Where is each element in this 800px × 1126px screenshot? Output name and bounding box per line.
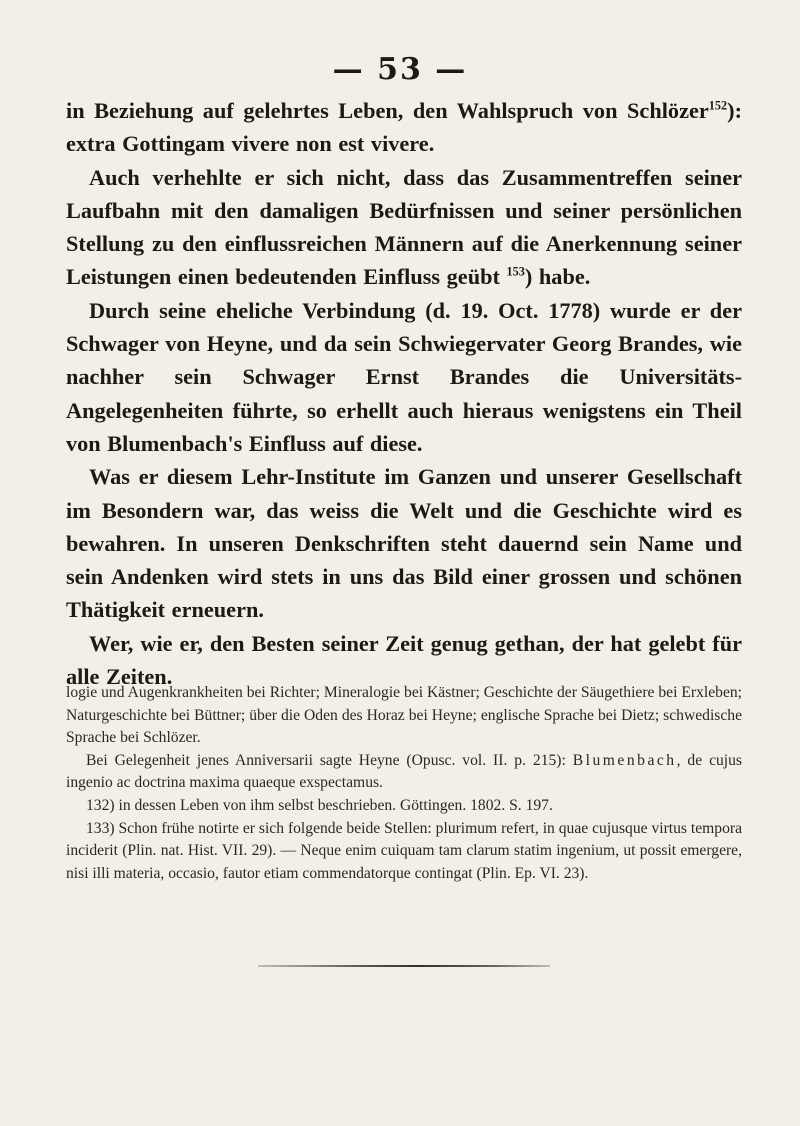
main-text <box>66 94 742 693</box>
footnote-anniversarii <box>66 750 742 795</box>
footnote-ref-152: 152 <box>708 98 728 113</box>
bottom-printer-rule <box>258 965 550 967</box>
paragraph-5: Wer, wie er, den Besten seiner Zeit genug gethan, der hat gelebt für alle Zeiten. <box>66 630 742 690</box>
footnote-anniversarii-text-end: , de cujus ingenio ac doctrina maxima quaeque exspectamus. <box>66 751 742 792</box>
footnote-133: 133) Schon frühe notirte er sich folgende beide Stellen: plurimum refert, in quae cujusque virtus tempora inciderit (Plin. nat. Hist. VII. 29). — Neque enim cuiquam tam clarum statim ingenium, ut possit emergere, nisi illi materia, occasio, fautor etiam commendatorque contingat (Plin. Ep. VI. 23). <box>66 819 742 882</box>
paragraph-1 <box>66 94 742 161</box>
paragraph-2-text: Auch verhehlte er sich nicht, dass das Zusammentreffen seiner Laufbahn mit den damaligen Bedürfnissen und seiner persönlichen Stellung zu den einflussreichen Männern auf die Anerkennung seiner Leistungen einen bedeutenden Einfluss geübt <box>66 164 742 290</box>
page-number: — 53 — <box>332 52 468 87</box>
paragraph-1-text-end: ): extra Gottingam vivere non est vivere. <box>66 98 742 157</box>
footnote-ref-153: 153 <box>506 265 525 280</box>
footnote-spaced-name: Blumenbach <box>572 751 677 769</box>
footnote-anniversarii-text: Bei Gelegenheit jenes Anniversarii sagte Heyne (Opusc. vol. II. p. 215): <box>86 751 566 769</box>
footnotes <box>66 682 742 885</box>
footnote-continuation: logie und Augenkrankheiten bei Richter; Mineralogie bei Kästner; Geschichte der Säugethiere bei Erxleben; Naturgeschichte bei Büttner; über die Oden des Horaz bei Heyne; englische Sprache bei Dietz; schwedische Sprache bei Schlözer. <box>66 684 742 747</box>
paragraph-1-text: in Beziehung auf gelehrtes Leben, den Wahlspruch von Schlözer <box>66 98 709 123</box>
paragraph-2-text-end: ) habe. <box>524 264 591 290</box>
paragraph-4: Was er diesem Lehr-Institute im Ganzen und unserer Gesellschaft im Besondern war, das weiss die Welt und die Geschichte wird es bewahren. In unseren Denkschriften steht dauernd sein Name und sein Andenken wird stets in uns das Bild einer grossen und schönen Thätigkeit erneuern. <box>66 464 742 623</box>
paragraph-3: Durch seine eheliche Verbindung (d. 19. Oct. 1778) wurde er der Schwager von Heyne, und da sein Schwiegervater Georg Brandes, wie nachher sein Schwager Ernst Brandes die Universitäts-Angelegenheiten führte, so erhellt auch hieraus wenigstens ein Theil von Blumenbach's Einfluss auf diese. <box>66 297 742 456</box>
paragraph-2 <box>66 161 742 294</box>
footnote-132: 132) in dessen Leben von ihm selbst beschrieben. Göttingen. 1802. S. 197. <box>86 796 553 814</box>
